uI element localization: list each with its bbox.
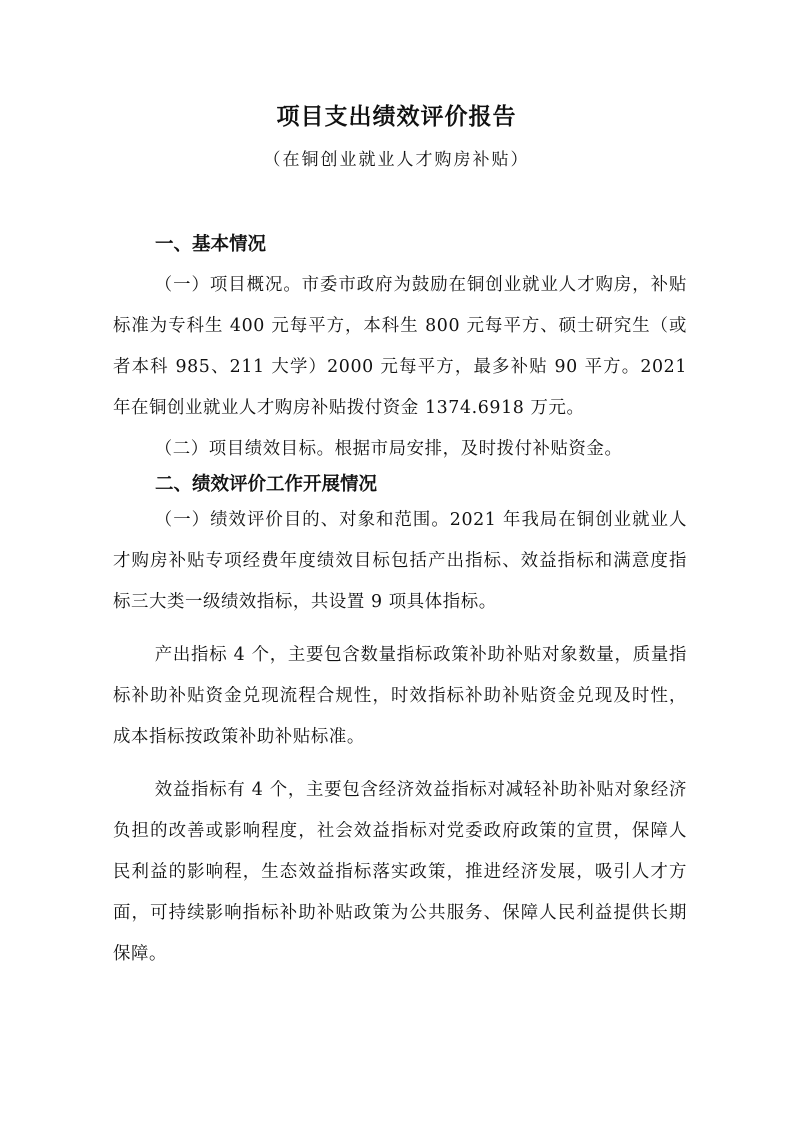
document-subtitle: （在铜创业就业人才购房补贴） xyxy=(263,150,530,170)
document-body xyxy=(113,224,687,975)
section-heading-evaluation-work: 二、绩效评价工作开展情况 xyxy=(155,474,378,495)
paragraph-evaluation-scope: （一）绩效评价目的、对象和范围。2021 年我局在铜创业就业人才购房补贴专项经费年度绩效目标包括产出指标、效益指标和满意度指标三大类一级绩效指标，共设置 9 项具体指标。 xyxy=(113,510,687,612)
paragraph-benefit-indicators: 效益指标有 4 个，主要包含经济效益指标对减轻补助补贴对象经济负担的改善或影响程度，社会效益指标对党委政府政策的宣贯，保障人民利益的影响程，生态效益指标落实政策，推进经济发展，吸引人才方面，可持续影响指标补助补贴政策为公共服务、保障人民利益提供长期保障。 xyxy=(113,780,687,964)
document-title: 项目支出绩效评价报告 xyxy=(276,104,517,130)
section-heading-basic-info: 一、基本情况 xyxy=(155,234,267,255)
paragraph-performance-goal: （二）项目绩效目标。根据市局安排，及时拨付补贴资金。 xyxy=(154,439,623,459)
paragraph-output-indicators: 产出指标 4 个，主要包含数量指标政策补助补贴对象数量，质量指标补助补贴资金兑现流程合规性，时效指标补助补贴资金兑现及时性，成本指标按政策补助补贴标准。 xyxy=(113,645,687,747)
paragraph-project-overview: （一）项目概况。市委市政府为鼓励在铜创业就业人才购房，补贴标准为专科生 400 元每平方，本科生 800 元每平方、硕士研究生（或者本科 985、211 大学）2000 元每平方，最多补贴 90 平方。2021 年在铜创业就业人才购房补贴拨付资金 1374.6918 万元。 xyxy=(113,275,687,418)
